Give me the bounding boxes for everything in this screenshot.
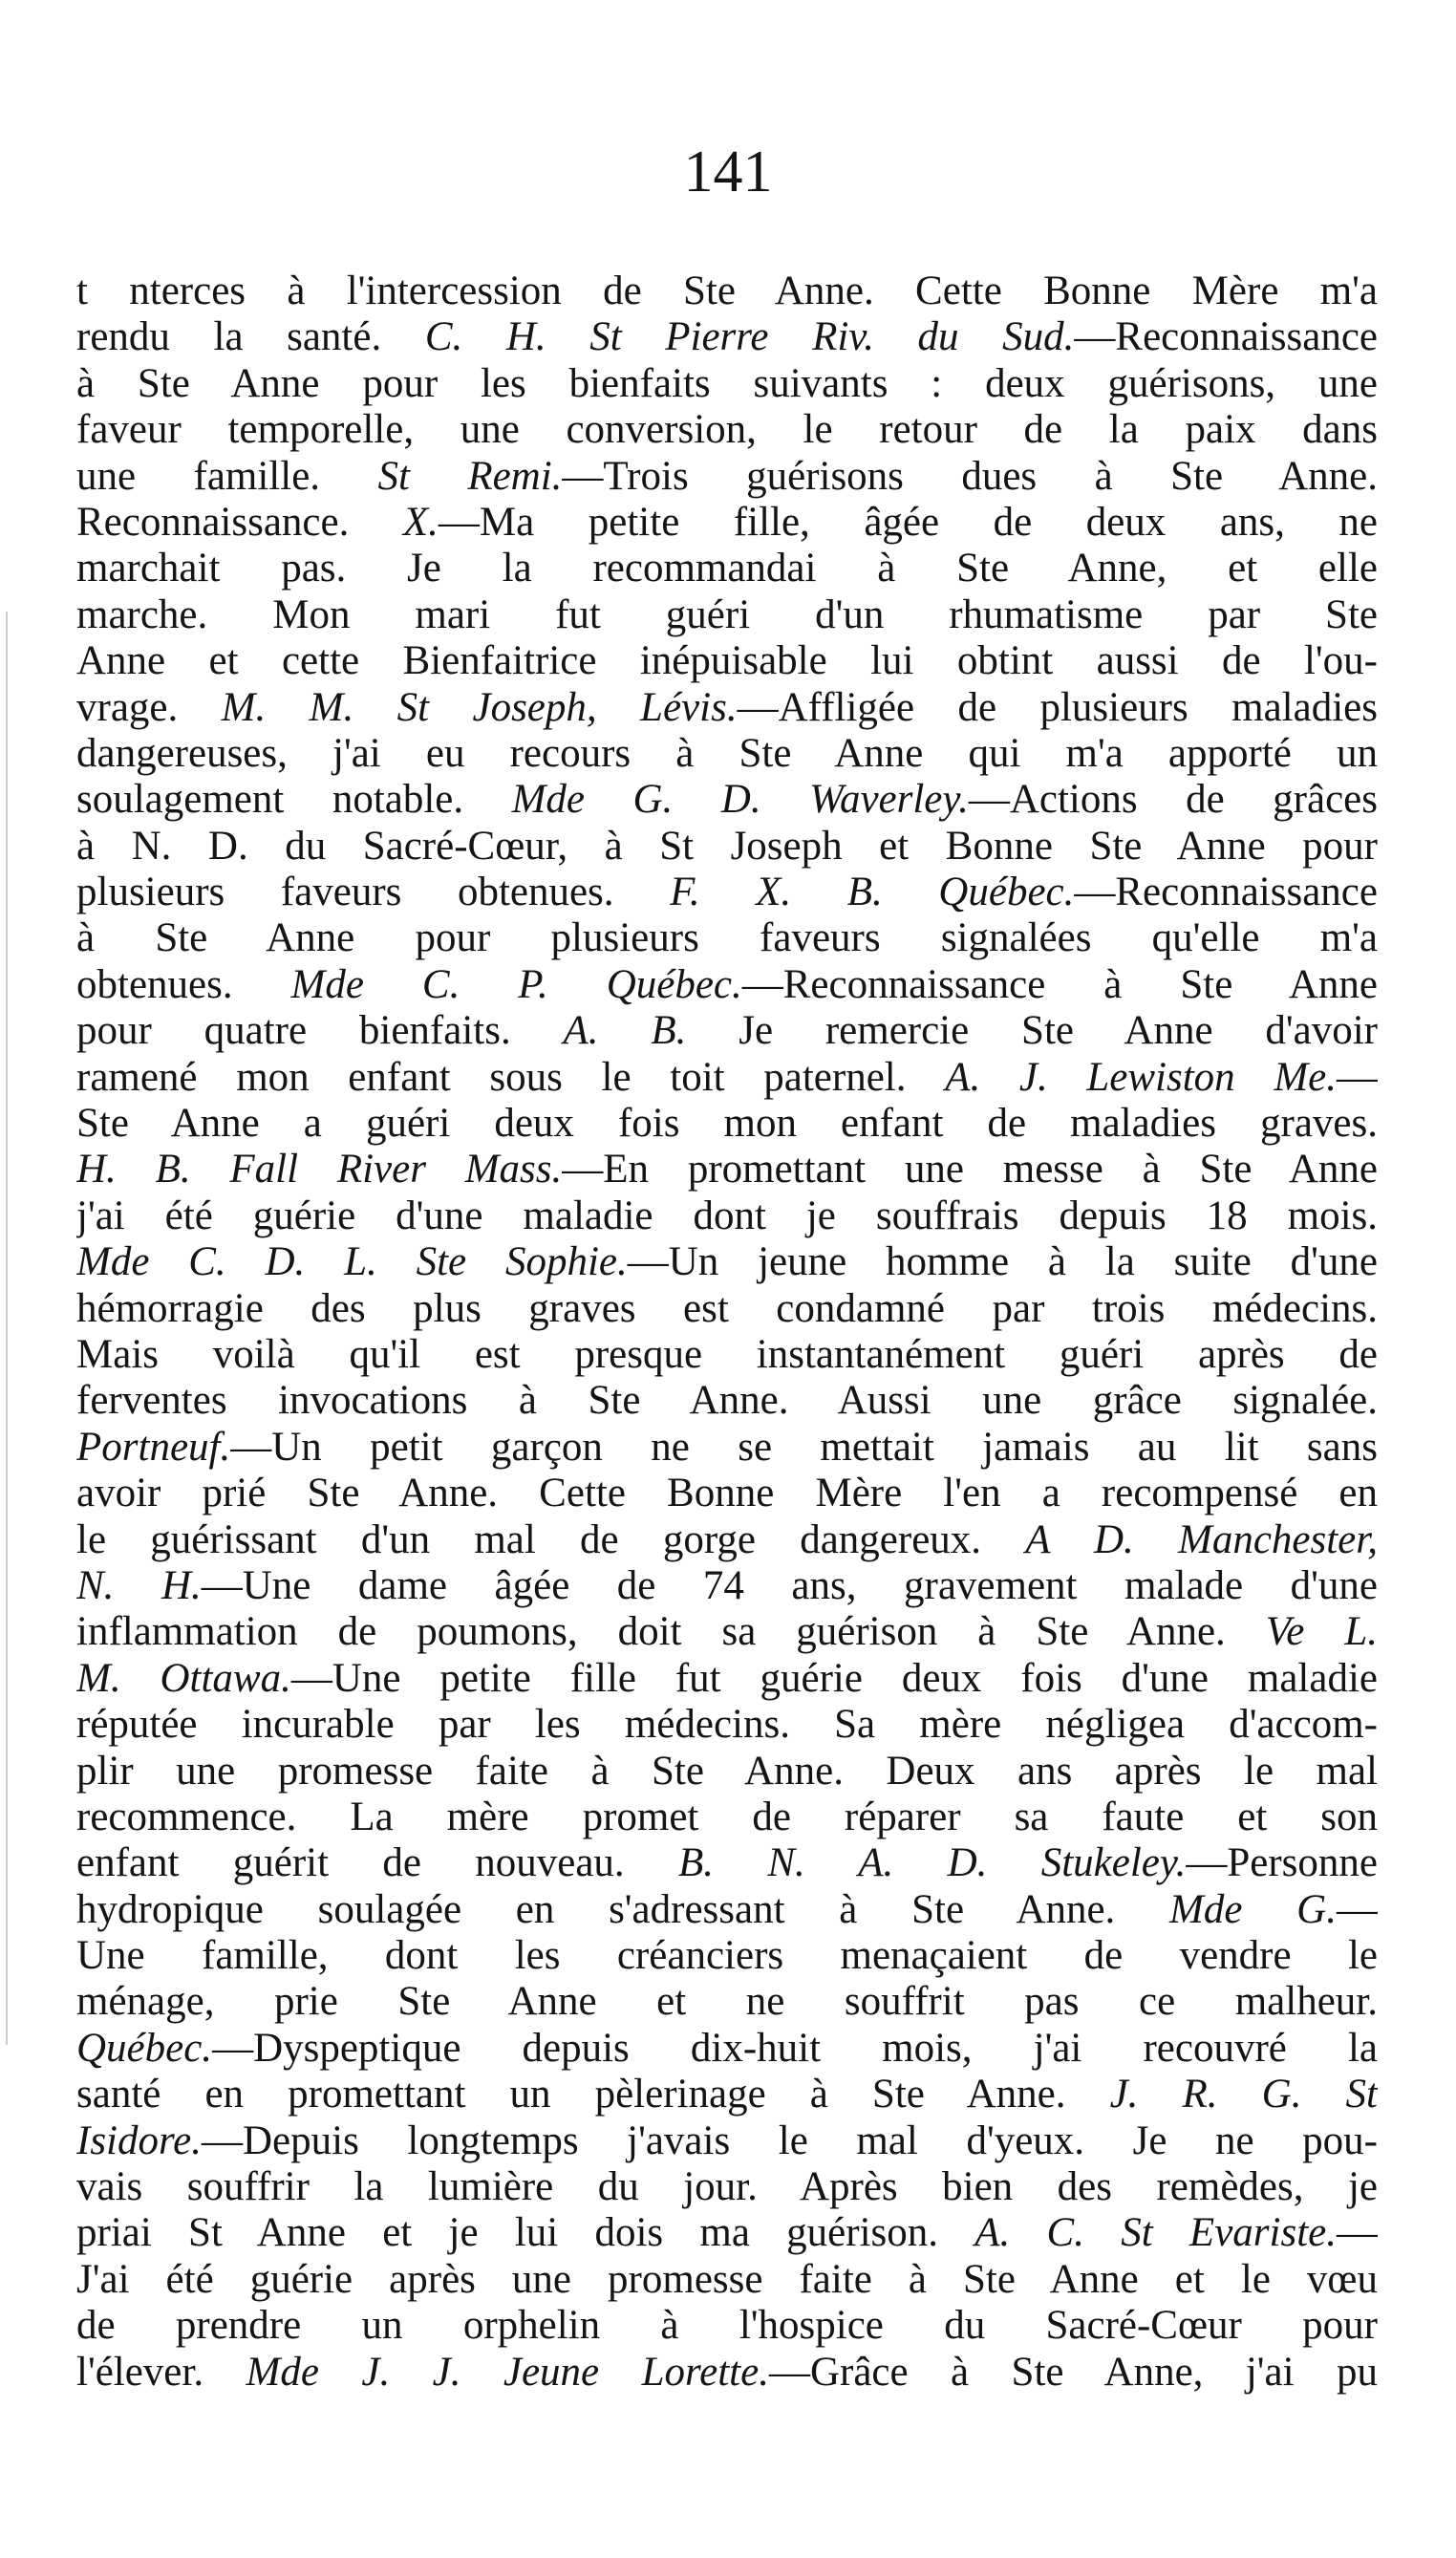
signature-text: B. N. A. D. Stukeley. bbox=[678, 1840, 1187, 1886]
text-line bbox=[76, 1378, 1378, 1424]
text-line bbox=[76, 1239, 1378, 1285]
body-text-segment: t nterces à l'intercession de Ste Anne. Cette Bonne Mère m'a bbox=[76, 269, 1378, 313]
body-text-segment: —En promettant une messe à Ste Anne bbox=[562, 1147, 1378, 1193]
body-text-segment: hydropique soulagée en s'adressant à Ste Anne. bbox=[76, 1886, 1170, 1932]
signature-text: H. B. Fall River Mass. bbox=[76, 1147, 563, 1193]
signature-text: Mde G. bbox=[1169, 1886, 1337, 1932]
signature-text: A. J. Lewiston Me. bbox=[945, 1054, 1337, 1100]
body-text-segment: —Une petite fille fut guérie deux fois d'une maladie bbox=[290, 1655, 1378, 1701]
text-line bbox=[76, 824, 1378, 870]
text-line bbox=[76, 361, 1378, 407]
text-line bbox=[76, 592, 1378, 638]
body-text-segment: réputée incurable par les médecins. Sa mère négligea d'accom- bbox=[76, 1702, 1378, 1748]
text-line bbox=[76, 2026, 1378, 2072]
signature-text: Mde C. D. L. Ste Sophie. bbox=[76, 1239, 628, 1285]
body-text-segment: Anne et cette Bienfaitrice inépuisable lui obtint aussi de l'ou- bbox=[76, 638, 1378, 684]
body-text-segment: ferventes invocations à Ste Anne. Aussi une grâce signalée. bbox=[76, 1378, 1378, 1424]
text-line bbox=[76, 731, 1378, 777]
body-text-segment: —Grâce à Ste Anne, j'ai pu bbox=[768, 2349, 1378, 2395]
text-line bbox=[76, 1656, 1378, 1702]
text-line bbox=[76, 1008, 1378, 1054]
body-text-segment: à Ste Anne pour plusieurs faveurs signalées qu'elle m'a bbox=[76, 915, 1378, 961]
signature-text: Mde G. D. Waverley. bbox=[511, 777, 969, 823]
body-text-segment: l'élever. bbox=[76, 2349, 246, 2395]
body-text-segment: hémorragie des plus graves est condamné par trois médecins. bbox=[76, 1285, 1378, 1331]
text-line bbox=[76, 1563, 1378, 1609]
body-text-segment: soulagement notable. bbox=[76, 777, 512, 823]
text-line bbox=[76, 500, 1378, 546]
signature-text: A. B. bbox=[563, 1008, 687, 1054]
body-text-segment: recommence. La mère promet de réparer sa faute et son bbox=[76, 1794, 1378, 1839]
signature-text: X. bbox=[402, 499, 439, 545]
text-line bbox=[76, 870, 1378, 915]
text-line bbox=[76, 2303, 1378, 2349]
body-text-segment: plusieurs faveurs obtenues. bbox=[76, 870, 671, 915]
body-text-segment: —Reconnaissance bbox=[1074, 314, 1378, 360]
body-text-segment: —Actions de grâces bbox=[968, 777, 1378, 823]
body-text-segment: inflammation de poumons, doit sa guérison à Ste Anne. bbox=[76, 1609, 1266, 1655]
body-text-segment: —Un jeune homme à la suite d'une bbox=[627, 1239, 1378, 1285]
text-line bbox=[76, 2257, 1378, 2303]
body-text-segment: Mais voilà qu'il est presque instantanément guéri après de bbox=[76, 1331, 1378, 1377]
signature-text: M. M. St Joseph, Lévis. bbox=[221, 684, 738, 730]
signature-text: N. H. bbox=[76, 1562, 202, 1608]
text-line bbox=[76, 269, 1378, 314]
text-line bbox=[76, 2164, 1378, 2210]
text-line bbox=[76, 2210, 1378, 2256]
body-text-segment: j'ai été guérie d'une maladie dont je souffrais depuis 18 mois. bbox=[76, 1193, 1378, 1238]
text-line bbox=[76, 454, 1378, 500]
text-line bbox=[76, 1147, 1378, 1193]
text-line bbox=[76, 1933, 1378, 1979]
body-text-segment: une famille. bbox=[76, 453, 378, 499]
body-text-segment: —Affligée de plusieurs maladies bbox=[737, 684, 1378, 730]
body-text-segment: à Ste Anne pour les bienfaits suivants : deux guérisons, une bbox=[76, 360, 1378, 406]
text-line bbox=[76, 1101, 1378, 1147]
testimonials-paragraph bbox=[76, 269, 1378, 2396]
body-text-segment: —Trois guérisons dues à Ste Anne. bbox=[562, 453, 1378, 499]
text-line bbox=[76, 2350, 1378, 2396]
text-line bbox=[76, 1887, 1378, 1933]
body-text-segment: faveur temporelle, une conversion, le retour de la paix dans bbox=[76, 407, 1378, 453]
body-text-segment: Ste Anne a guéri deux fois mon enfant de maladies graves. bbox=[76, 1101, 1378, 1147]
body-text-segment: de prendre un orphelin à l'hospice du Sacré-Cœur pour bbox=[76, 2303, 1378, 2349]
text-line bbox=[76, 1193, 1378, 1239]
body-text-segment: —Un petit garçon ne se mettait jamais au lit sans bbox=[230, 1424, 1378, 1470]
text-line bbox=[76, 777, 1378, 823]
body-text-segment: le guérissant d'un mal de gorge dangereux. bbox=[76, 1516, 1026, 1562]
signature-text: A. C. St Evariste. bbox=[974, 2210, 1337, 2256]
text-line bbox=[76, 1286, 1378, 1332]
body-text-segment: marche. Mon mari fut guéri d'un rhumatisme par Ste bbox=[76, 591, 1378, 637]
text-line bbox=[76, 1702, 1378, 1748]
signature-text: Québec. bbox=[76, 2025, 213, 2071]
body-text-segment: pour quatre bienfaits. bbox=[76, 1008, 564, 1054]
text-line bbox=[76, 1055, 1378, 1101]
text-line bbox=[76, 1332, 1378, 1378]
signature-text: Portneuf. bbox=[76, 1424, 231, 1470]
body-text-segment: obtenues. bbox=[76, 961, 291, 1007]
signature-text: St Remi. bbox=[377, 453, 563, 499]
body-text-segment: avoir prié Ste Anne. Cette Bonne Mère l'en a recompensé en bbox=[76, 1471, 1378, 1516]
text-line bbox=[76, 1979, 1378, 2025]
signature-text: M. Ottawa. bbox=[76, 1655, 291, 1701]
body-text-segment: dangereuses, j'ai eu recours à Ste Anne qui m'a apporté un bbox=[76, 730, 1378, 776]
text-line bbox=[76, 1609, 1378, 1655]
body-text-segment: enfant guérit de nouveau. bbox=[76, 1840, 678, 1886]
body-text-segment: —Reconnaissance bbox=[1074, 870, 1378, 915]
signature-text: A D. Manchester, bbox=[1025, 1516, 1378, 1562]
text-line bbox=[76, 638, 1378, 684]
text-line bbox=[76, 915, 1378, 961]
body-text-segment: — bbox=[1337, 2210, 1378, 2256]
body-text-segment: —Dyspeptique depuis dix-huit mois, j'ai recouvré la bbox=[212, 2025, 1378, 2071]
text-line bbox=[76, 1471, 1378, 1516]
signature-text: Ve L. bbox=[1265, 1609, 1378, 1655]
signature-text: J. R. G. St bbox=[1109, 2072, 1378, 2117]
body-text-segment: Je remercie Ste Anne d'avoir bbox=[686, 1008, 1378, 1054]
signature-text: C. H. St Pierre Riv. du Sud. bbox=[424, 314, 1075, 360]
body-text-segment: Reconnaissance. bbox=[76, 499, 403, 545]
body-text-segment: vrage. bbox=[76, 684, 222, 730]
body-text-segment: priai St Anne et je lui dois ma guérison. bbox=[76, 2210, 975, 2256]
text-line bbox=[76, 1840, 1378, 1886]
text-line bbox=[76, 2118, 1378, 2164]
signature-text: Isidore. bbox=[76, 2117, 202, 2163]
body-text-segment: —Ma petite fille, âgée de deux ans, ne bbox=[438, 499, 1378, 545]
body-text-segment: marchait pas. Je la recommandai à Ste Anne, et elle bbox=[76, 546, 1378, 591]
signature-text: Mde J. J. Jeune Lorette. bbox=[246, 2349, 769, 2395]
text-line bbox=[76, 962, 1378, 1008]
body-text-segment: à N. D. du Sacré-Cœur, à St Joseph et Bonne Ste Anne pour bbox=[76, 823, 1378, 869]
page-number: 141 bbox=[683, 140, 773, 204]
text-line bbox=[76, 685, 1378, 731]
text-line bbox=[76, 2072, 1378, 2117]
text-line bbox=[76, 407, 1378, 453]
body-text-segment: —Une dame âgée de 74 ans, gravement malade d'une bbox=[201, 1562, 1378, 1608]
body-text-segment: —Personne bbox=[1186, 1840, 1378, 1886]
signature-text: Mde C. P. Québec. bbox=[290, 961, 742, 1007]
text-line bbox=[76, 314, 1378, 360]
text-line bbox=[76, 1749, 1378, 1795]
body-text-segment: — bbox=[1337, 1886, 1378, 1932]
text-line bbox=[76, 1795, 1378, 1840]
scan-edge-shadow bbox=[6, 612, 8, 2045]
body-text-segment: ramené mon enfant sous le toit paternel. bbox=[76, 1054, 946, 1100]
body-text-segment: santé en promettant un pèlerinage à Ste Anne. bbox=[76, 2072, 1110, 2117]
signature-text: F. X. B. Québec. bbox=[670, 870, 1075, 915]
body-text-segment: Une famille, dont les créanciers menaçaient de vendre le bbox=[76, 1933, 1378, 1979]
body-text-segment: plir une promesse faite à Ste Anne. Deux ans après le mal bbox=[76, 1748, 1378, 1794]
body-text-segment: — bbox=[1337, 1054, 1378, 1100]
body-text-segment: ménage, prie Ste Anne et ne souffrit pas ce malheur. bbox=[76, 1979, 1378, 2025]
text-line bbox=[76, 546, 1378, 591]
body-text-segment: —Depuis longtemps j'avais le mal d'yeux. Je ne pou- bbox=[201, 2117, 1378, 2163]
body-text-segment: vais souffrir la lumière du jour. Après bien des remèdes, je bbox=[76, 2164, 1378, 2210]
body-text-segment: J'ai été guérie après une promesse faite à Ste Anne et le vœu bbox=[76, 2256, 1378, 2302]
text-line bbox=[76, 1517, 1378, 1563]
body-text-segment: rendu la santé. bbox=[76, 314, 425, 360]
text-line bbox=[76, 1425, 1378, 1471]
body-text-segment: —Reconnaissance à Ste Anne bbox=[741, 961, 1378, 1007]
